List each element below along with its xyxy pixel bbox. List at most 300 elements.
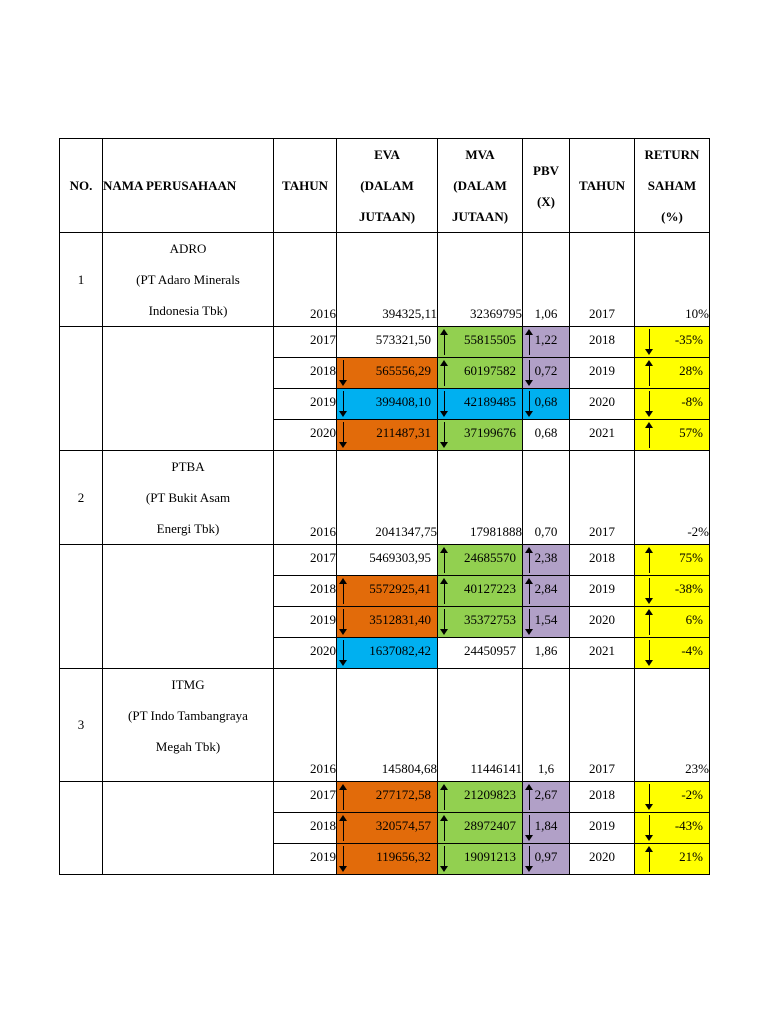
eva-cell (337, 576, 438, 607)
header-return-line: (%) (661, 209, 683, 224)
cell-wrap (523, 389, 569, 419)
eva-cell (337, 782, 438, 813)
arrow-head (440, 784, 448, 790)
arrow-down-icon (645, 784, 654, 810)
cell-wrap (523, 844, 569, 874)
year-2-cell (570, 638, 635, 669)
eva-cell (337, 389, 438, 420)
cell-wrap (570, 576, 634, 606)
mva-cell (438, 358, 523, 389)
cell-value: 37199676 (464, 425, 516, 440)
cell-value: 0,68 (534, 425, 558, 440)
arrow-head (525, 578, 533, 584)
arrow-head (440, 442, 448, 448)
arrow-down-icon (339, 846, 348, 872)
cell-value: 0,68 (534, 394, 558, 409)
base-tahun: 2016 (274, 451, 337, 545)
cell-value: 573321,50 (375, 332, 431, 347)
base-tahun-2: 2017 (570, 451, 635, 545)
arrow-down-icon (645, 815, 654, 841)
year-2-cell (570, 782, 635, 813)
pbv-cell (523, 607, 570, 638)
cell-value: 2,84 (534, 581, 558, 596)
company-name-line: (PT Indo Tambangraya (128, 708, 248, 723)
arrow-up-icon (645, 422, 654, 448)
empty-cell (103, 327, 274, 451)
cell-value: 1,54 (534, 612, 558, 627)
arrow-head (339, 442, 347, 448)
cell-value: 3512831,40 (369, 612, 431, 627)
year-cell: 2018 (274, 576, 337, 607)
year-cell: 2017 (274, 545, 337, 576)
arrow-shaft (529, 391, 530, 413)
arrow-down-icon (525, 360, 534, 386)
header-pbv-line: (X) (536, 193, 556, 209)
cell-value: 6% (685, 612, 703, 627)
cell-value: 2021 (589, 425, 615, 440)
arrow-down-icon (440, 422, 449, 448)
arrow-head (440, 815, 448, 821)
arrow-down-icon (645, 391, 654, 417)
cell-wrap (438, 813, 522, 843)
company-number: 3 (60, 669, 103, 782)
year-cell: 2017 (274, 327, 337, 358)
cell-wrap (438, 545, 522, 575)
cell-wrap (337, 813, 437, 843)
arrow-shaft (649, 640, 650, 662)
arrow-head (525, 329, 533, 335)
return-cell (635, 389, 710, 420)
pbv-cell (523, 420, 570, 451)
cell-wrap (570, 545, 634, 575)
arrow-shaft (444, 788, 445, 810)
pbv-cell (523, 844, 570, 875)
mva-cell (438, 327, 523, 358)
cell-wrap (337, 844, 437, 874)
arrow-up-icon (339, 784, 348, 810)
cell-value: 2018 (589, 550, 615, 565)
arrow-head (440, 360, 448, 366)
cell-wrap (523, 813, 569, 843)
header-row (60, 139, 710, 233)
pbv-cell (523, 782, 570, 813)
cell-value: 277172,58 (375, 787, 431, 802)
eva-cell (337, 638, 438, 669)
arrow-down-icon (339, 422, 348, 448)
company-row (60, 451, 710, 545)
cell-wrap (635, 782, 709, 812)
cell-wrap (635, 358, 709, 388)
year-2-cell (570, 389, 635, 420)
cell-value: 21209823 (464, 787, 516, 802)
arrow-up-icon (525, 578, 534, 604)
header-pbv (523, 139, 570, 233)
cell-value: 75% (679, 550, 703, 565)
return-cell (635, 545, 710, 576)
base-eva: 394325,11 (337, 233, 438, 327)
arrow-shaft (444, 609, 445, 631)
base-eva: 2041347,75 (337, 451, 438, 545)
arrow-up-icon (645, 846, 654, 872)
arrow-shaft (444, 551, 445, 573)
arrow-shaft (343, 391, 344, 413)
arrow-head (339, 411, 347, 417)
cell-value: -43% (674, 818, 703, 833)
eva-cell (337, 844, 438, 875)
arrow-shaft (649, 329, 650, 351)
eva-mva-table (59, 138, 710, 875)
cell-wrap (635, 813, 709, 843)
arrow-head (440, 629, 448, 635)
cell-value: 0,72 (534, 363, 558, 378)
cell-wrap (337, 782, 437, 812)
cell-wrap (438, 638, 522, 668)
year-cell: 2018 (274, 813, 337, 844)
header-return-line: RETURN (644, 147, 700, 162)
base-tahun-2: 2017 (570, 669, 635, 782)
cell-wrap (523, 576, 569, 606)
arrow-shaft (343, 582, 344, 604)
base-return: 23% (635, 669, 710, 782)
arrow-head (339, 815, 347, 821)
cell-wrap (438, 420, 522, 450)
arrow-head (440, 547, 448, 553)
company-name-line: ITMG (171, 677, 205, 692)
return-cell (635, 358, 710, 389)
cell-wrap (337, 576, 437, 606)
cell-wrap (635, 420, 709, 450)
mva-cell (438, 844, 523, 875)
arrow-down-icon (440, 846, 449, 872)
arrow-head (339, 866, 347, 872)
arrow-head (440, 329, 448, 335)
arrow-head (525, 866, 533, 872)
return-cell (635, 638, 710, 669)
arrow-down-icon (440, 391, 449, 417)
cell-value: -38% (674, 581, 703, 596)
arrow-head (525, 784, 533, 790)
cell-wrap (337, 389, 437, 419)
year-2-cell (570, 327, 635, 358)
year-cell: 2019 (274, 844, 337, 875)
arrow-down-icon (339, 391, 348, 417)
cell-wrap (635, 638, 709, 668)
cell-wrap (438, 576, 522, 606)
cell-wrap (438, 782, 522, 812)
company-name-line: (PT Bukit Asam (145, 490, 231, 505)
pbv-cell (523, 576, 570, 607)
cell-wrap (570, 782, 634, 812)
arrow-up-icon (525, 784, 534, 810)
arrow-shaft (343, 422, 344, 444)
arrow-head (440, 578, 448, 584)
empty-cell (60, 782, 103, 875)
year-cell: 2020 (274, 638, 337, 669)
return-cell (635, 782, 710, 813)
arrow-up-icon (440, 360, 449, 386)
arrow-head (645, 835, 653, 841)
arrow-down-icon (645, 640, 654, 666)
return-cell (635, 607, 710, 638)
header-eva-line: (DALAM (360, 178, 414, 193)
pbv-cell (523, 813, 570, 844)
cell-value: 2020 (589, 849, 615, 864)
empty-cell (103, 545, 274, 669)
cell-value: 2,67 (534, 787, 558, 802)
header-tahun-2: TAHUN (570, 139, 635, 233)
pbv-cell (523, 545, 570, 576)
cell-value: 2020 (589, 612, 615, 627)
cell-wrap (523, 782, 569, 812)
mva-cell (438, 607, 523, 638)
cell-value: 24685570 (464, 550, 516, 565)
company-name (103, 669, 274, 782)
arrow-head (645, 411, 653, 417)
arrow-down-icon (525, 609, 534, 635)
header-nama-perusahaan: NAMA PERUSAHAAN (103, 139, 274, 233)
company-name (103, 451, 274, 545)
mva-cell (438, 813, 523, 844)
header-pbv-line: PBV (533, 162, 559, 178)
cell-value: 2018 (589, 787, 615, 802)
return-cell (635, 327, 710, 358)
cell-value: 5469303,95 (369, 550, 431, 565)
cell-wrap (523, 358, 569, 388)
cell-wrap (438, 358, 522, 388)
arrow-head (440, 866, 448, 872)
arrow-up-icon (525, 547, 534, 573)
header-mva-line: JUTAAN) (451, 209, 509, 224)
cell-value: 1,86 (534, 643, 558, 658)
year-cell: 2019 (274, 389, 337, 420)
cell-value: 42189485 (464, 394, 516, 409)
cell-wrap (635, 327, 709, 357)
cell-value: 57% (679, 425, 703, 440)
arrow-head (339, 578, 347, 584)
arrow-head (525, 380, 533, 386)
company-number: 1 (60, 233, 103, 327)
arrow-shaft (529, 609, 530, 631)
cell-wrap (337, 420, 437, 450)
cell-wrap (337, 545, 437, 575)
arrow-head (339, 629, 347, 635)
arrow-shaft (343, 609, 344, 631)
cell-wrap (570, 420, 634, 450)
header-eva-line: EVA (374, 147, 400, 162)
cell-value: 2019 (589, 818, 615, 833)
year-cell: 2020 (274, 420, 337, 451)
base-tahun-2: 2017 (570, 233, 635, 327)
cell-wrap (337, 638, 437, 668)
year-cell: 2019 (274, 607, 337, 638)
arrow-shaft (529, 582, 530, 604)
table-body (60, 233, 710, 875)
arrow-head (525, 835, 533, 841)
arrow-down-icon (525, 846, 534, 872)
cell-value: 1637082,42 (369, 643, 431, 658)
cell-wrap (570, 389, 634, 419)
header-mva-line: (DALAM (453, 178, 507, 193)
arrow-down-icon (645, 329, 654, 355)
arrow-shaft (649, 613, 650, 635)
arrow-head (339, 660, 347, 666)
cell-value: -4% (681, 643, 703, 658)
cell-value: 5572925,41 (369, 581, 431, 596)
empty-cell (60, 327, 103, 451)
cell-value: -35% (674, 332, 703, 347)
base-mva: 11446141 (438, 669, 523, 782)
cell-value: 28972407 (464, 818, 516, 833)
header-return-saham (635, 139, 710, 233)
cell-wrap (570, 844, 634, 874)
company-name-line: (PT Adaro Minerals (136, 272, 240, 287)
arrow-shaft (529, 788, 530, 810)
arrow-up-icon (645, 360, 654, 386)
empty-cell (60, 545, 103, 669)
cell-value: 0,97 (534, 849, 558, 864)
pbv-cell (523, 358, 570, 389)
arrow-shaft (649, 391, 650, 413)
arrow-head (645, 422, 653, 428)
arrow-head (645, 349, 653, 355)
return-cell (635, 576, 710, 607)
arrow-head (645, 804, 653, 810)
cell-wrap (570, 638, 634, 668)
arrow-head (339, 380, 347, 386)
arrow-up-icon (440, 578, 449, 604)
cell-wrap (635, 545, 709, 575)
cell-value: 320574,57 (375, 818, 431, 833)
company-name-line: ADRO (169, 241, 207, 256)
cell-value: 2021 (589, 643, 615, 658)
cell-value: -2% (681, 787, 703, 802)
cell-wrap (438, 327, 522, 357)
cell-value: 211487,31 (376, 425, 431, 440)
arrow-shaft (444, 582, 445, 604)
arrow-head (645, 609, 653, 615)
cell-wrap (570, 358, 634, 388)
pbv-cell (523, 638, 570, 669)
eva-cell (337, 607, 438, 638)
year-2-cell (570, 545, 635, 576)
cell-wrap (523, 420, 569, 450)
arrow-up-icon (440, 815, 449, 841)
header-tahun: TAHUN (274, 139, 337, 233)
cell-value: 55815505 (464, 332, 516, 347)
arrow-head (645, 660, 653, 666)
company-name-line: Indonesia Tbk) (148, 303, 228, 318)
mva-cell (438, 420, 523, 451)
arrow-shaft (649, 364, 650, 386)
arrow-shaft (444, 819, 445, 841)
arrow-shaft (444, 846, 445, 868)
year-2-cell (570, 420, 635, 451)
arrow-head (525, 629, 533, 635)
arrow-down-icon (525, 391, 534, 417)
arrow-down-icon (339, 640, 348, 666)
cell-wrap (438, 844, 522, 874)
cell-value: 35372753 (464, 612, 516, 627)
base-mva: 32369795 (438, 233, 523, 327)
cell-wrap (635, 607, 709, 637)
cell-wrap (635, 576, 709, 606)
arrow-down-icon (339, 609, 348, 635)
year-2-cell (570, 358, 635, 389)
arrow-shaft (444, 364, 445, 386)
cell-wrap (337, 358, 437, 388)
arrow-shaft (343, 360, 344, 382)
cell-value: 399408,10 (375, 394, 431, 409)
company-row (60, 669, 710, 782)
arrow-shaft (444, 422, 445, 444)
company-number: 2 (60, 451, 103, 545)
cell-wrap (635, 844, 709, 874)
header-no: NO. (60, 139, 103, 233)
arrow-head (645, 360, 653, 366)
arrow-shaft (343, 846, 344, 868)
year-2-cell (570, 576, 635, 607)
base-tahun: 2016 (274, 669, 337, 782)
arrow-down-icon (440, 609, 449, 635)
cell-wrap (523, 327, 569, 357)
arrow-shaft (529, 815, 530, 837)
year-row (60, 327, 710, 358)
cell-wrap (438, 389, 522, 419)
company-row (60, 233, 710, 327)
return-cell (635, 420, 710, 451)
year-row (60, 545, 710, 576)
empty-cell (103, 782, 274, 875)
cell-wrap (570, 607, 634, 637)
cell-value: 60197582 (464, 363, 516, 378)
arrow-up-icon (440, 329, 449, 355)
cell-value: 21% (679, 849, 703, 864)
eva-cell (337, 327, 438, 358)
cell-wrap (635, 389, 709, 419)
cell-value: 19091213 (464, 849, 516, 864)
year-2-cell (570, 844, 635, 875)
cell-value: 28% (679, 363, 703, 378)
base-return: 10% (635, 233, 710, 327)
cell-value: 1,84 (534, 818, 558, 833)
base-tahun: 2016 (274, 233, 337, 327)
arrow-shaft (343, 640, 344, 662)
base-pbv: 0,70 (523, 451, 570, 545)
eva-cell (337, 358, 438, 389)
pbv-cell (523, 327, 570, 358)
eva-cell (337, 813, 438, 844)
year-cell: 2018 (274, 358, 337, 389)
cell-value: 1,22 (534, 332, 558, 347)
arrow-up-icon (440, 547, 449, 573)
arrow-up-icon (440, 784, 449, 810)
cell-wrap (523, 638, 569, 668)
pbv-cell (523, 389, 570, 420)
base-mva: 17981888 (438, 451, 523, 545)
mva-cell (438, 638, 523, 669)
arrow-up-icon (339, 578, 348, 604)
arrow-shaft (649, 784, 650, 806)
year-2-cell (570, 813, 635, 844)
cell-value: 119656,32 (376, 849, 431, 864)
arrow-down-icon (525, 815, 534, 841)
arrow-head (339, 784, 347, 790)
arrow-down-icon (645, 578, 654, 604)
year-cell: 2017 (274, 782, 337, 813)
header-eva-line: JUTAAN) (358, 209, 416, 224)
arrow-head (645, 547, 653, 553)
mva-cell (438, 545, 523, 576)
